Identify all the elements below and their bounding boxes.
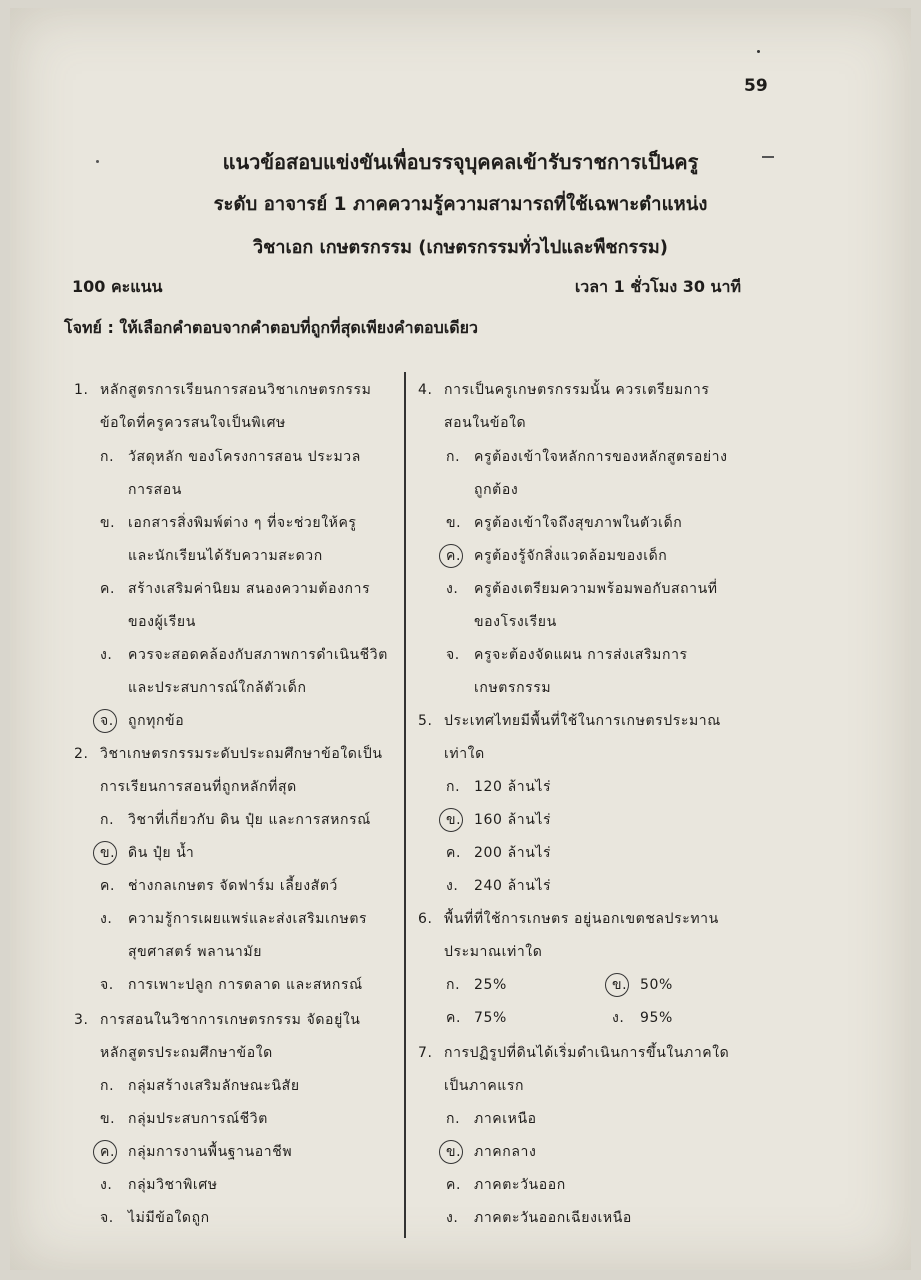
answer-circle: ค. — [100, 1143, 128, 1161]
option-b-selected: ข. ดิน ปุ๋ย น้ำ — [100, 845, 195, 861]
question-1-stem: 1. หลักสูตรการเรียนการสอนวิชาเกษตรกรรม — [74, 382, 372, 398]
question-number: 1. — [74, 382, 89, 398]
answer-circle: ข. — [446, 811, 474, 829]
option-e: จ. ครูจะต้องจัดแผน การส่งเสริมการ — [446, 647, 688, 663]
question-5-stem: 5. ประเทศไทยมีพื้นที่ใช้ในการเกษตรประมาณ — [418, 713, 721, 729]
option-c: ค. 75% — [446, 1010, 507, 1026]
option-e: จ. ไม่มีข้อใดถูก — [100, 1210, 210, 1226]
question-4-stem: 4. การเป็นครูเกษตรกรรมนั้น ควรเตรียมการ — [418, 382, 710, 398]
answer-circle: ค. — [446, 547, 474, 565]
question-4-stem: สอนในข้อใด — [444, 415, 527, 431]
question-1-stem: ข้อใดที่ครูควรสนใจเป็นพิเศษ — [100, 415, 286, 431]
option-d: ง. ครูต้องเตรียมความพร้อมพอกับสถานที่ — [446, 581, 718, 597]
option-b: ข. เอกสารสิ่งพิมพ์ต่าง ๆ ที่จะช่วยให้ครู — [100, 515, 357, 531]
question-number: 5. — [418, 713, 433, 729]
question-7-stem: เป็นภาคแรก — [444, 1078, 525, 1094]
question-number: 4. — [418, 382, 433, 398]
question-3-stem: 3. การสอนในวิชาการเกษตรกรรม จัดอยู่ใน — [74, 1012, 361, 1028]
option-d: ง. กลุ่มวิชาพิเศษ — [100, 1177, 218, 1193]
question-number: 2. — [74, 746, 89, 762]
question-5-stem: เท่าใด — [444, 746, 485, 762]
option-d: ง. ภาคตะวันออกเฉียงเหนือ — [446, 1210, 632, 1226]
option-d: ง. 95% — [612, 1010, 673, 1026]
total-score: 100 คะแนน — [72, 277, 163, 296]
page-number: 59 — [744, 76, 768, 96]
option-d: ง. 240 ล้านไร่ — [446, 878, 552, 894]
speck-mark — [757, 50, 760, 53]
question-7-stem: 7. การปฏิรูปที่ดินได้เริ่มดำเนินการขึ้นในภาคใด — [418, 1045, 730, 1061]
option-d: และประสบการณ์ใกล้ตัวเด็ก — [128, 680, 307, 696]
question-6-stem: ประมาณเท่าใด — [444, 944, 543, 960]
option-a: ก. 25% — [446, 977, 507, 993]
option-c-selected: ค. ครูต้องรู้จักสิ่งแวดล้อมของเด็ก — [446, 548, 668, 564]
question-2-stem: 2. วิชาเกษตรกรรมระดับประถมศึกษาข้อใดเป็น — [74, 746, 383, 762]
question-number: 6. — [418, 911, 433, 927]
option-a: ก. วิชาที่เกี่ยวกับ ดิน ปุ๋ย และการสหกรณ์ — [100, 812, 371, 828]
option-c: ค. ช่างกลเกษตร จัดฟาร์ม เลี้ยงสัตว์ — [100, 878, 338, 894]
option-e-selected: จ. ถูกทุกข้อ — [100, 713, 185, 729]
question-3-stem: หลักสูตรประถมศึกษาข้อใด — [100, 1045, 273, 1061]
option-a: ก. กลุ่มสร้างเสริมลักษณะนิสัย — [100, 1078, 300, 1094]
answer-circle: จ. — [100, 712, 128, 730]
option-e: เกษตรกรรม — [474, 680, 552, 696]
option-a: ก. 120 ล้านไร่ — [446, 779, 552, 795]
option-d: ง. ความรู้การเผยแพร่และส่งเสริมเกษตร — [100, 911, 368, 927]
option-a: ก. ครูต้องเข้าใจหลักการของหลักสูตรอย่าง — [446, 449, 728, 465]
option-d: ของโรงเรียน — [474, 614, 557, 630]
answer-circle: ข. — [100, 844, 128, 862]
question-6-stem: 6. พื้นที่ที่ใช้การเกษตร อยู่นอกเขตชลประทาน — [418, 911, 719, 927]
question-number: 3. — [74, 1012, 89, 1028]
exam-subject: วิชาเอก เกษตรกรรม (เกษตรกรรมทั่วไปและพืชกรรม) — [253, 237, 668, 258]
option-a: ถูกต้อง — [474, 482, 519, 498]
option-d: ง. ควรจะสอดคล้องกับสภาพการดำเนินชีวิต — [100, 647, 388, 663]
option-b: และนักเรียนได้รับความสะดวก — [128, 548, 323, 564]
column-divider — [404, 372, 406, 1238]
option-b-selected: ข. ภาคกลาง — [446, 1144, 537, 1160]
question-number: 7. — [418, 1045, 433, 1061]
option-b-selected: ข. 50% — [612, 977, 673, 993]
answer-circle: ข. — [446, 1143, 474, 1161]
question-2-stem: การเรียนการสอนที่ถูกหลักที่สุด — [100, 779, 297, 795]
option-a: การสอน — [128, 482, 182, 498]
option-a: ก. วัสดุหลัก ของโครงการสอน ประมวล — [100, 449, 361, 465]
option-c: ค. สร้างเสริมค่านิยม สนองความต้องการ — [100, 581, 371, 597]
option-c: ของผู้เรียน — [128, 614, 196, 630]
option-a: ก. ภาคเหนือ — [446, 1111, 537, 1127]
option-d: สุขศาสตร์ พลานามัย — [128, 944, 263, 960]
option-e: จ. การเพาะปลูก การตลาด และสหกรณ์ — [100, 977, 363, 993]
option-c-selected: ค. กลุ่มการงานพื้นฐานอาชีพ — [100, 1144, 293, 1160]
option-b: ข. กลุ่มประสบการณ์ชีวิต — [100, 1111, 268, 1127]
option-c: ค. 200 ล้านไร่ — [446, 845, 552, 861]
answer-circle: ข. — [612, 976, 640, 994]
time-limit: เวลา 1 ชั่วโมง 30 นาที — [574, 277, 741, 296]
instruction: โจทย์ : ให้เลือกคำตอบจากคำตอบที่ถูกที่สุดเพียงคำตอบเดียว — [64, 318, 478, 337]
option-b-selected: ข. 160 ล้านไร่ — [446, 812, 552, 828]
exam-level: ระดับ อาจารย์ 1 ภาคความรู้ความสามารถที่ใช้เฉพาะตำแหน่ง — [213, 194, 708, 215]
exam-title: แนวข้อสอบแข่งขันเพื่อบรรจุบุคคลเข้ารับราชการเป็นครู — [222, 150, 699, 174]
option-b: ข. ครูต้องเข้าใจถึงสุขภาพในตัวเด็ก — [446, 515, 683, 531]
option-c: ค. ภาคตะวันออก — [446, 1177, 566, 1193]
